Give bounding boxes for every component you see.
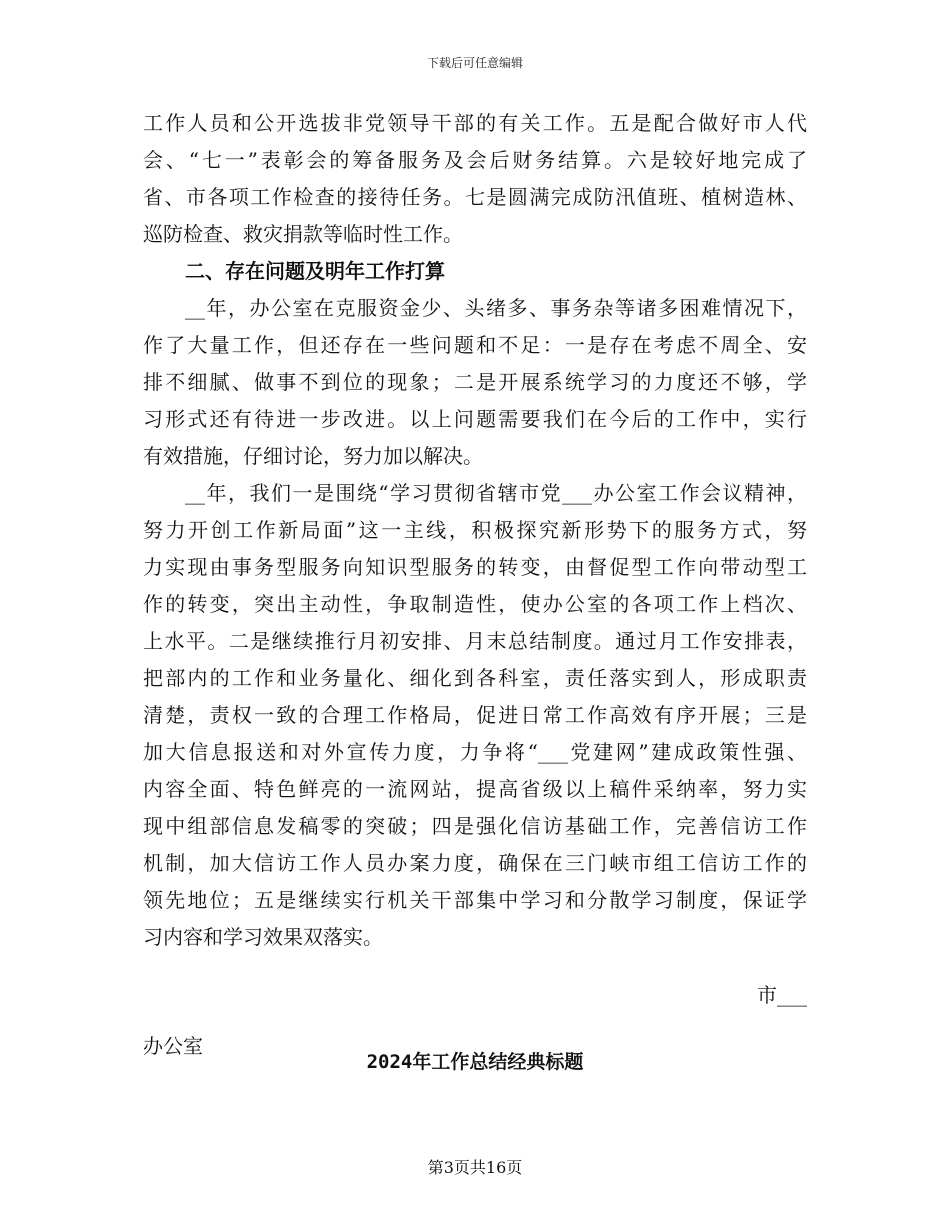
text-line: 领先地位；五是继续实行机关干部集中学习和分散学习制度，保证学: [143, 888, 807, 912]
text-line: __年，我们一是围绕“学习贯彻省辖市党___办公室工作会议精神，: [185, 481, 807, 505]
paragraph-problems: [143, 290, 807, 475]
signature-city: 市___: [757, 983, 807, 1007]
text-line: 会、“七一”表彰会的筹备服务及会后财务结算。六是较好地完成了: [143, 148, 807, 172]
text-line: 作了大量工作，但还存在一些问题和不足：一是存在考虑不周全、安: [143, 333, 807, 357]
text-line: 加大信息报送和对外宣传力度，力争将“___党建网”建成政策性强、: [143, 740, 807, 764]
text-line: 有效措施，仔细讨论，努力加以解决。: [143, 444, 483, 468]
text-line: 巡防检查、救灾捐款等临时性工作。: [143, 222, 463, 246]
signature-office: 办公室: [143, 1034, 203, 1058]
paragraph-continued: [143, 105, 807, 253]
text-line: 努力开创工作新局面”这一主线，积极探究新形势下的服务方式，努: [143, 518, 807, 542]
text-line: 省、市各项工作检查的接待任务。七是圆满完成防汛值班、植树造林、: [143, 185, 807, 209]
text-line: 机制，加大信访工作人员办案力度，确保在三门峡市组工信访工作的: [143, 851, 807, 875]
paragraph-plans: [143, 475, 807, 956]
text-line: 把部内的工作和业务量化、细化到各科室，责任落实到人，形成职责: [143, 666, 807, 690]
section-heading: 二、存在问题及明年工作打算: [185, 259, 445, 283]
page-header-note: 下载后可任意编辑: [426, 56, 523, 70]
text-line: 力实现由事务型服务向知识型服务的转变，由督促型工作向带动型工: [143, 555, 807, 579]
text-line: 内容全面、特色鲜亮的一流网站，提高省级以上稿件采纳率，努力实: [143, 777, 807, 801]
text-line: 上水平。二是继续推行月初安排、月末总结制度。通过月工作安排表，: [143, 629, 807, 653]
text-line: 习内容和学习效果双落实。: [143, 925, 383, 949]
document-body: [143, 105, 807, 1065]
next-section-title: 2024年工作总结经典标题: [366, 1051, 584, 1073]
page-footer: 第3页共16页: [427, 1158, 523, 1177]
text-line: 习形式还有待进一步改进。以上问题需要我们在今后的工作中，实行: [143, 407, 807, 431]
text-line: 现中组部信息发稿零的突破；四是强化信访基础工作，完善信访工作: [143, 814, 807, 838]
text-line: 作的转变，突出主动性，争取制造性，使办公室的各项工作上档次、: [143, 592, 807, 616]
text-line: 清楚，责权一致的合理工作格局，促进日常工作高效有序开展；三是: [143, 703, 807, 727]
text-line: 排不细腻、做事不到位的现象；二是开展系统学习的力度还不够，学: [143, 370, 807, 394]
text-line: 工作人员和公开选拔非党领导干部的有关工作。五是配合做好市人代: [143, 111, 807, 135]
text-line: __年，办公室在克服资金少、头绪多、事务杂等诸多困难情况下，: [185, 296, 807, 320]
